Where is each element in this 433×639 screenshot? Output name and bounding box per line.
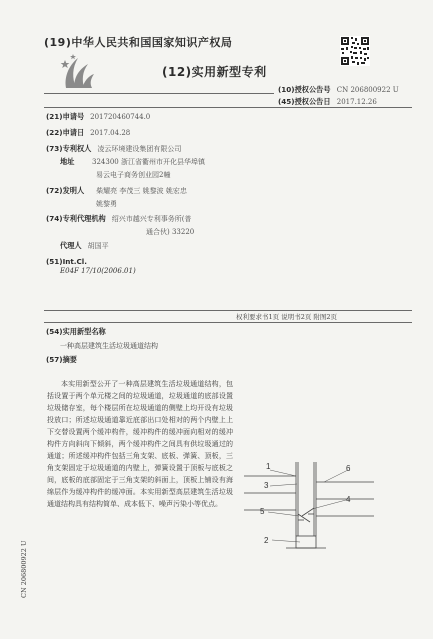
app-no-value: 201720460744.0 xyxy=(90,113,151,121)
pub-date-row xyxy=(278,97,377,107)
side-publication-code: CN 206800922 U xyxy=(20,540,28,598)
agent-value: 胡国平 xyxy=(87,242,109,250)
inventors-line-2: 姚黎勇 xyxy=(96,200,117,208)
figure-label-5: 5 xyxy=(260,507,265,516)
ipc-label: (51)Int.Cl. xyxy=(46,257,87,266)
garbage-chute-figure xyxy=(238,460,378,556)
address-row-2 xyxy=(96,170,170,180)
abstract-label: (57)摘要 xyxy=(46,355,77,364)
inventors-line-1: 柴耀亮 李茂三 姚黎波 姚宏忠 xyxy=(96,187,187,195)
utility-model-title: 一种高层建筑生活垃圾通道结构 xyxy=(60,342,158,350)
figure-label-1: 1 xyxy=(266,462,271,471)
figure-label-2: 2 xyxy=(264,536,269,545)
pub-date-value: 2017.12.26 xyxy=(336,98,377,106)
claims-info: 权利要求书1页 说明书2页 附图2页 xyxy=(236,313,338,321)
agency-line-2: 通合伙) 33220 xyxy=(146,228,195,236)
inventor-label: (72)发明人 xyxy=(46,186,85,195)
cnipa-emblem-icon xyxy=(60,52,96,92)
document-type: (12)实用新型专利 xyxy=(162,65,267,79)
app-no-label: (21)申请号 xyxy=(46,112,85,121)
pub-date-label: (45)授权公告日 xyxy=(278,97,331,106)
address-label: 地址 xyxy=(60,157,75,166)
header-divider-2 xyxy=(44,107,412,108)
patentee-value: 凌云环境建设集团有限公司 xyxy=(97,145,182,153)
agency-line-1: 绍兴市越兴专利事务所(普 xyxy=(111,215,192,223)
agency-label: (74)专利代理机构 xyxy=(46,214,106,223)
address-line-2: 易云电子商务创业园2幢 xyxy=(96,171,171,179)
abstract-paragraph: 本实用新型公开了一种高层建筑生活垃圾通道结构，包括设置于两个单元楼之间的垃圾通道，垃圾通道的底部设置垃圾储存室，每个楼层所在垃圾通道的侧壁上均开设有垃圾投放口；所述垃圾通道靠近底部出口处相对的两个内壁上上下交替设置两个缓冲构件，缓冲构件的缓冲面向相对的缓冲构件方向斜向下倾斜，两个缓冲构件之间具有供垃圾通过的通道；所述缓冲构件包括三角支架、底板、弹簧、顶板，三角支架固定于垃圾通道的内壁上，弹簧设置于顶板与底板之间，底板的底部固定于三角支架的斜面上，顶板上铺设有海绵层作为缓冲构件的缓冲面。本实用新型高层建筑生活垃圾通道结构具有结构简单、成本低下、噪声污染小等优点。 xyxy=(47,380,233,508)
claims-divider-bottom xyxy=(44,322,412,323)
address-row xyxy=(60,157,205,167)
figure-label-6: 6 xyxy=(346,464,351,473)
pub-no-value: CN 206800922 U xyxy=(336,86,399,94)
header-divider-1 xyxy=(44,93,274,94)
abstract-text xyxy=(47,378,233,510)
patentee-label: (73)专利权人 xyxy=(46,144,92,153)
figure-label-4: 4 xyxy=(346,495,351,504)
qr-code-icon xyxy=(340,36,370,66)
agent-row xyxy=(60,241,109,251)
app-no-row xyxy=(46,112,150,122)
pub-no-row xyxy=(278,85,399,95)
agent-label: 代理人 xyxy=(60,241,82,250)
inventor-row xyxy=(46,186,187,196)
pub-no-label: (10)授权公告号 xyxy=(278,85,331,94)
app-date-row xyxy=(46,128,130,138)
title-label: (54)实用新型名称 xyxy=(46,327,106,336)
figure-label-3: 3 xyxy=(264,481,269,490)
agency-row xyxy=(46,214,191,224)
app-date-label: (22)申请日 xyxy=(46,128,85,137)
agency-row-2 xyxy=(146,227,194,237)
inventor-row-2 xyxy=(96,199,117,209)
claims-divider-top xyxy=(44,310,412,311)
app-date-value: 2017.04.28 xyxy=(90,129,131,137)
office-name: (19)中华人民共和国国家知识产权局 xyxy=(44,36,233,49)
ipc-value: E04F 17/10(2006.01) xyxy=(60,267,136,275)
ipc-label-row xyxy=(46,257,87,266)
address-line-1: 324300 浙江省衢州市开化县华埠镇 xyxy=(92,158,205,166)
ipc-row xyxy=(60,267,136,275)
patentee-row xyxy=(46,144,181,154)
